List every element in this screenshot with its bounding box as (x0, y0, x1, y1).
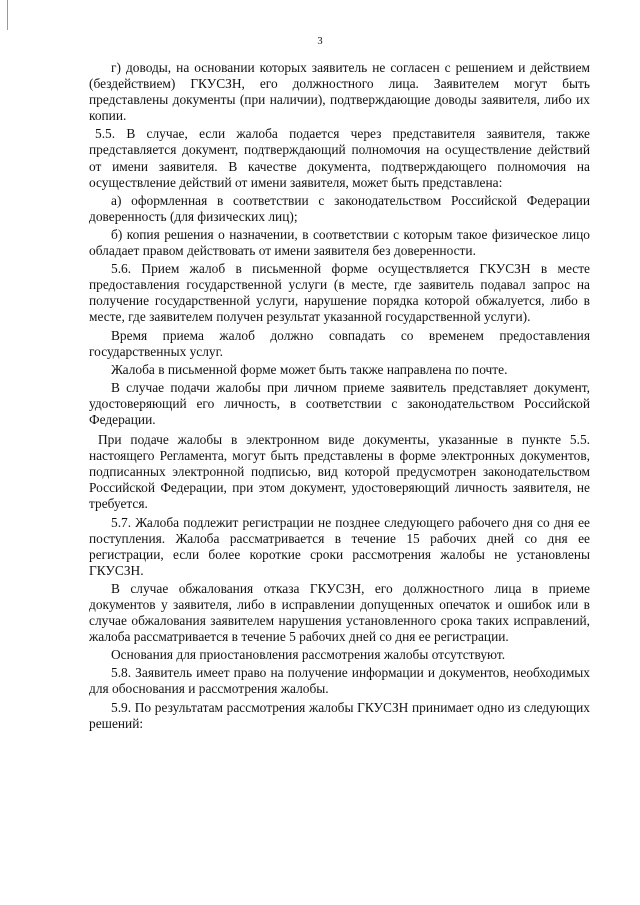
page-number: 3 (317, 36, 323, 47)
paragraph-reception-time: Время приема жалоб должно совпадать со временем предоставления государственных услуг. (89, 327, 590, 359)
paragraph-no-suspension: Основания для приостановления рассмотрения жалобы отсутствуют. (111, 647, 506, 663)
paragraph-electronic: При подаче жалобы в электронном виде документы, указанные в пункте 5.5. настоящего Регламента, могут быть представлены в форме электронных документов, подписанных электронной подписью, вид которой предусмотрен законодательством Российской Федерации, при этом документ, удостоверяющий личность заявителя, не требуется. (89, 432, 590, 512)
paragraph-5-9: 5.9. По результатам рассмотрения жалобы ГКУСЗН принимает одно из следующих решений: (89, 699, 590, 731)
paragraph-5-5-a: а) оформленная в соответствии с законодательством Российской Федерации доверенность (для физических лиц); (89, 192, 590, 224)
paragraph-g-arguments: г) доводы, на основании которых заявитель не согласен с решением и действием (бездействием) ГКУСЗН, его должностного лица. Заявителем могут быть представлены документы (при наличии), подтверждающие доводы заявителя, либо их копии. (89, 60, 590, 124)
paragraph-5-6: 5.6. Прием жалоб в письменной форме осуществляется ГКУСЗН в месте предоставления государственной услуги (в месте, где заявитель подавал запрос на получение государственной услуги, нарушение порядка которой обжалуется, либо в месте, где заявителем получен результат указанной государственной услуги). (89, 261, 590, 325)
paragraph-5-5-b: б) копия решения о назначении, в соответствии с которым такое физическое лицо обладает правом действовать от имени заявителя без доверенности. (89, 226, 590, 259)
margin-mark (7, 0, 8, 30)
document-body (89, 60, 590, 732)
paragraph-refusal-appeal: В случае обжалования отказа ГКУСЗН, его должностного лица в приеме документов у заявителя, либо в исправлении допущенных опечаток и ошибок или в случае обжалования заявителем нарушения установленного срока таких исправлений, жалоба рассматривается в течение 5 рабочих дней со дня ее регистрации. (89, 580, 590, 645)
paragraph-5-7: 5.7. Жалоба подлежит регистрации не позднее следующего рабочего дня со дня ее поступления. Жалоба рассматривается в течение 15 рабочих дней со дня ее регистрации, если более короткие сроки рассмотрения жалобы не установлены ГКУСЗН. (89, 514, 590, 578)
paragraph-5-5: 5.5. В случае, если жалоба подается через представителя заявителя, также представляется документ, подтверждающий полномочия на осуществление действий от имени заявителя. В качестве документа, подтверждающего полномочия на осуществление действий от имени заявителя, может быть представлена: (89, 126, 590, 190)
paragraph-personal-reception: В случае подачи жалобы при личном приеме заявитель представляет документ, удостоверяющий его личность, в соответствии с законодательством Российской Федерации. (89, 379, 590, 427)
paragraph-by-mail: Жалоба в письменной форме может быть также направлена по почте. (111, 361, 508, 377)
paragraph-5-8: 5.8. Заявитель имеет право на получение информации и документов, необходимых для обоснования и рассмотрения жалобы. (89, 665, 590, 697)
